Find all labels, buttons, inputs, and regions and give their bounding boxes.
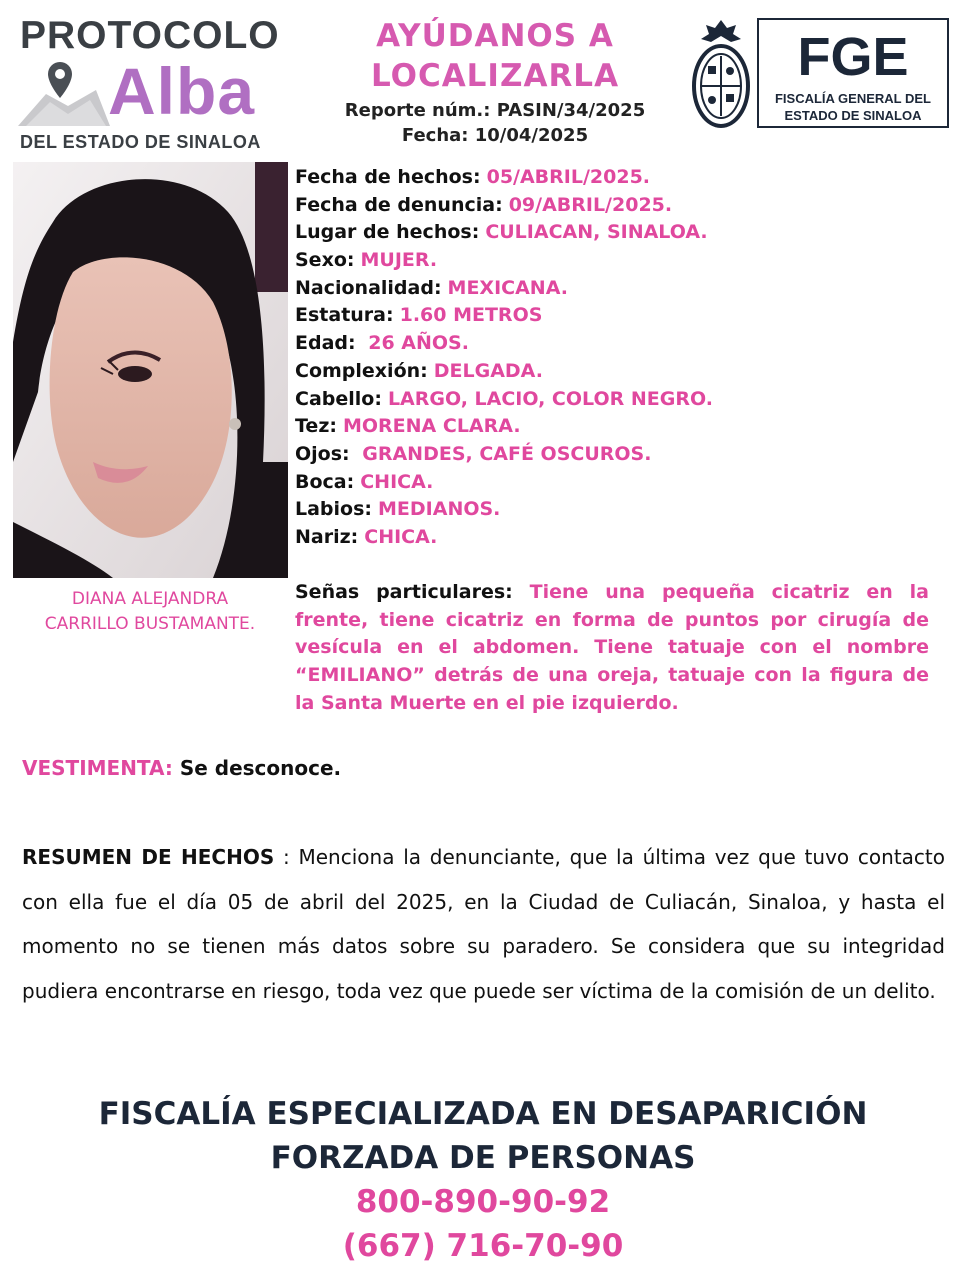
agency-name-line2: ESTADO DE SINALOA (784, 108, 922, 123)
detail-value: 09/ABRIL/2025. (508, 193, 673, 216)
state-seal-icon (690, 16, 752, 136)
detail-label: Nariz: (295, 525, 359, 548)
protocol-name: Alba (108, 54, 256, 128)
office-name-line2: FORZADA DE PERSONAS (270, 1140, 696, 1176)
detail-value: CULIACAN, SINALOA. (485, 221, 708, 244)
detail-label: Edad: (295, 332, 356, 355)
detail-value: MEDIANOS. (378, 498, 501, 521)
detail-value: MEXICANA. (447, 276, 568, 299)
protocol-state: DEL ESTADO DE SINALOA (20, 132, 261, 152)
detail-label: Labios: (295, 498, 373, 521)
detail-label: Nacionalidad: (295, 276, 442, 299)
case-summary-text: : Menciona la denunciante, que la última vez que tuvo contacto con ella fue el día 05 de abril del 2025, en la Ciudad de Culiacán, Sinaloa, y hasta el momento no se tienen más datos sobre su paradero. Se considera que su integridad pudiera encontrarse en riesgo, toda vez que puede ser víctima de la comisión de un delito. (22, 845, 945, 1003)
phone-number-tollfree[interactable]: 800-890-90-92 (355, 1184, 611, 1220)
detail-value: MUJER. (360, 249, 438, 272)
detail-row (295, 330, 935, 358)
person-name-line2: CARRILLO BUSTAMANTE. (44, 614, 256, 634)
alba-map-pin-icon (16, 56, 112, 132)
detail-row (295, 413, 935, 441)
case-summary (22, 835, 945, 1013)
detail-label: Lugar de hechos: (295, 221, 480, 244)
detail-row (295, 247, 935, 275)
detail-row (295, 302, 935, 330)
clothing (22, 756, 341, 780)
detail-label: Tez: (295, 415, 337, 438)
detail-row (295, 496, 935, 524)
detail-row (295, 164, 935, 192)
detail-value: CHICA. (364, 525, 438, 548)
detail-label: Ojos: (295, 442, 350, 465)
detail-value: 05/ABRIL/2025. (486, 166, 651, 188)
detail-row (295, 358, 935, 386)
report-date: Fecha: 10/04/2025 (401, 125, 589, 146)
agency-name-line1: FISCALÍA GENERAL DEL (774, 91, 931, 106)
protocol-title: PROTOCOLO (20, 14, 280, 57)
office-name-line1: FISCALÍA ESPECIALIZADA EN DESAPARICIÓN (98, 1096, 868, 1132)
detail-value: 26 AÑOS. (361, 332, 469, 355)
detail-row (295, 386, 935, 414)
detail-row (295, 219, 935, 247)
detail-row (295, 441, 935, 469)
detail-value: 1.60 METROS (399, 304, 543, 327)
agency-logo (757, 18, 949, 128)
person-photo (13, 162, 288, 578)
report-number: Reporte núm.: PASIN/34/2025 (344, 100, 646, 121)
person-name-line1: DIANA ALEJANDRA (71, 589, 229, 609)
detail-value: LARGO, LACIO, COLOR NEGRO. (387, 387, 713, 410)
distinguishing-marks (295, 579, 929, 718)
clothing-label: VESTIMENTA (22, 756, 165, 780)
agency-acronym: FGE (797, 27, 909, 87)
clothing-value: Se desconoce. (179, 756, 342, 780)
detail-value: GRANDES, CAFÉ OSCUROS. (355, 442, 652, 465)
clothing-separator: : (164, 756, 173, 780)
detail-value: CHICA. (360, 470, 434, 493)
detail-label: Fecha de denuncia: (295, 193, 503, 216)
detail-row (295, 275, 935, 303)
case-summary-label: RESUMEN DE HECHOS (22, 845, 275, 869)
distinguishing-marks-label: Señas particulares: (295, 581, 513, 603)
headline: AYÚDANOS A LOCALIZARLA (370, 18, 620, 94)
phone-number-local[interactable]: (667) 716-70-90 (342, 1228, 624, 1264)
detail-row (295, 192, 935, 220)
detail-label: Cabello: (295, 387, 382, 410)
detail-label: Sexo: (295, 249, 355, 272)
detail-label: Boca: (295, 470, 355, 493)
detail-label: Estatura: (295, 304, 394, 327)
detail-label: Fecha de hechos: (295, 166, 481, 188)
person-details (295, 164, 935, 552)
detail-row (295, 469, 935, 497)
person-name (10, 587, 290, 637)
detail-label: Complexión: (295, 359, 428, 382)
distinguishing-marks-text: Tiene una pequeña cicatriz en la frente, tiene cicatriz en forma de puntos por cirugía de vesícula en el abdomen. Tiene tatuaje con el nombre “EMILIANO” detrás de una oreja, tatuaje con la figura de la Santa Muerte en el pie izquierdo. (295, 581, 930, 714)
detail-row (295, 524, 935, 552)
detail-value: DELGADA. (433, 359, 543, 382)
detail-value: MORENA CLARA. (342, 415, 521, 438)
